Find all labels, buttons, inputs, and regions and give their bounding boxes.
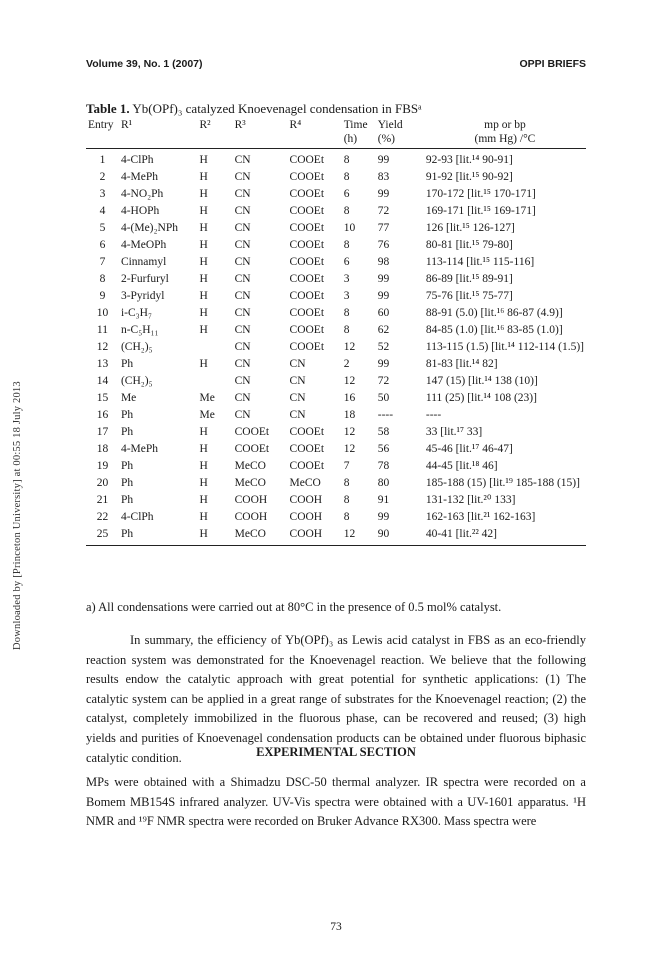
cell-r4: COOEt — [289, 171, 325, 183]
cell-entry: 20 — [96, 477, 109, 489]
cell-mp: 162-163 [lit.²¹ 162-163] — [425, 511, 536, 523]
header-blank — [198, 132, 233, 149]
table-row — [86, 169, 586, 186]
sidebar-download-note: Downloaded by [Princeton University] at 00:55 18 July 2013 — [12, 381, 23, 650]
cell-r4: COOEt — [289, 222, 325, 234]
cell-yield: 50 — [377, 392, 390, 404]
cell-r1: Ph — [120, 426, 134, 438]
cell-r1: 3-Pyridyl — [120, 290, 165, 302]
cell-r1: 4-NO₂Ph — [120, 188, 164, 200]
cell-yield: 72 — [377, 205, 390, 217]
header-mp-unit: (mm Hg) /°C — [424, 132, 586, 149]
cell-mp: 86-89 [lit.¹⁵ 89-91] — [425, 273, 513, 285]
cell-entry: 18 — [96, 443, 109, 455]
cell-r3: MeCO — [233, 526, 288, 546]
cell-r2: H — [199, 477, 208, 489]
cell-r2: Me — [199, 392, 215, 404]
experimental-paragraph: MPs were obtained with a Shimadzu DSC-50 thermal analyzer. IR spectra were recorded on a Bomem MB154S infrared analyzer. UV-Vis spectra were obtained with a UV-1601 apparatus. ¹H NMR and ¹⁹F NMR spectra were recorded on Bruker Advance RX300. Mass spectra were — [86, 775, 586, 829]
cell-r1: Ph — [120, 477, 134, 489]
cell-yield: 90 — [376, 526, 424, 546]
cell-r3: COOH — [234, 494, 268, 506]
cell-time: 8 — [343, 205, 350, 217]
cell-r3: CN — [234, 409, 251, 421]
cell-mp: 81-83 [lit.¹⁴ 82] — [425, 358, 498, 370]
table-row — [86, 339, 586, 356]
cell-r3: CN — [234, 239, 251, 251]
cell-r1: Ph — [120, 460, 134, 472]
table-row — [86, 288, 586, 305]
cell-r2 — [198, 373, 233, 390]
table-row — [86, 441, 586, 458]
cell-entry: 25 — [86, 526, 119, 546]
cell-r3: COOH — [234, 511, 268, 523]
table-caption-text: Yb(OPf)₃ catalyzed Knoevenagel condensation in FBSᵃ — [132, 101, 422, 116]
cell-mp: 111 (25) [lit.¹⁴ 108 (23)] — [425, 392, 537, 404]
table-row — [86, 237, 586, 254]
cell-mp: ---- — [425, 409, 442, 421]
cell-r3: COOEt — [234, 443, 270, 455]
cell-r3: CN — [234, 290, 251, 302]
cell-mp: 91-92 [lit.¹⁵ 90-92] — [425, 171, 513, 183]
cell-r2: H — [199, 256, 208, 268]
cell-r4: COOEt — [289, 307, 325, 319]
cell-r1: 4-ClPh — [120, 511, 154, 523]
cell-r4: CN — [289, 375, 306, 387]
cell-yield: 99 — [377, 290, 390, 302]
cell-mp: 113-115 (1.5) [lit.¹⁴ 112-114 (1.5)] — [425, 341, 584, 353]
cell-time: 18 — [343, 409, 356, 421]
table-row — [86, 271, 586, 288]
cell-time: 3 — [343, 290, 350, 302]
header-r3: R³ — [234, 119, 246, 131]
cell-mp: 80-81 [lit.¹⁵ 79-80] — [425, 239, 513, 251]
cell-mp: 44-45 [lit.¹⁸ 46] — [425, 460, 498, 472]
cell-mp: 88-91 (5.0) [lit.¹⁶ 86-87 (4.9)] — [425, 307, 563, 319]
cell-r4: COOEt — [289, 290, 325, 302]
table-row — [86, 356, 586, 373]
cell-r4: CN — [289, 358, 306, 370]
cell-r3: CN — [234, 324, 251, 336]
cell-r1: Ph — [119, 526, 198, 546]
cell-time: 8 — [343, 477, 350, 489]
cell-time: 16 — [343, 392, 356, 404]
cell-mp: 45-46 [lit.¹⁷ 46-47] — [425, 443, 513, 455]
cell-yield: 91 — [377, 494, 390, 506]
cell-r3: CN — [234, 375, 251, 387]
cell-r3: CN — [234, 307, 251, 319]
page-number: 73 — [330, 921, 342, 933]
cell-r3: CN — [234, 154, 251, 166]
cell-r4: COOEt — [289, 188, 325, 200]
table-footnote: a) All condensations were carried out at 80°C in the presence of 0.5 mol% catalyst. — [86, 600, 502, 614]
cell-time: 8 — [343, 324, 350, 336]
cell-r4: COOEt — [289, 273, 325, 285]
cell-r3: CN — [234, 341, 251, 353]
cell-time: 7 — [343, 460, 350, 472]
cell-r2: H — [199, 324, 208, 336]
cell-entry: 11 — [96, 324, 108, 336]
cell-entry: 10 — [96, 307, 109, 319]
running-header-left: Volume 39, No. 1 (2007) — [86, 58, 203, 70]
cell-entry: 2 — [99, 171, 106, 183]
table-caption-label: Table 1. — [86, 101, 130, 116]
cell-time: 3 — [343, 273, 350, 285]
cell-r2: H — [199, 358, 208, 370]
cell-r3: CN — [234, 358, 251, 370]
cell-mp: 126 [lit.¹⁵ 126-127] — [425, 222, 515, 234]
cell-entry: 19 — [96, 460, 109, 472]
cell-r1: Cinnamyl — [120, 256, 167, 268]
cell-mp: 33 [lit.¹⁷ 33] — [425, 426, 483, 438]
cell-r2: H — [199, 273, 208, 285]
cell-r2: H — [198, 526, 233, 546]
cell-r3: CN — [234, 392, 251, 404]
cell-time: 8 — [343, 239, 350, 251]
cell-entry: 15 — [96, 392, 109, 404]
cell-yield: 80 — [377, 477, 390, 489]
cell-entry: 8 — [99, 273, 106, 285]
cell-entry: 17 — [96, 426, 109, 438]
cell-time: 12 — [343, 375, 356, 387]
cell-r4: COOEt — [289, 443, 325, 455]
table-row — [86, 149, 586, 170]
header-r1: R¹ — [120, 119, 133, 131]
cell-yield: 99 — [377, 511, 390, 523]
table-row — [86, 390, 586, 407]
cell-r3: MeCO — [234, 460, 266, 472]
table-row — [86, 458, 586, 475]
cell-mp: 170-172 [lit.¹⁵ 170-171] — [425, 188, 536, 200]
cell-r2: H — [199, 171, 208, 183]
cell-entry: 5 — [99, 222, 106, 234]
cell-r2: H — [199, 426, 208, 438]
cell-mp: 84-85 (1.0) [lit.¹⁶ 83-85 (1.0)] — [425, 324, 563, 336]
cell-r2 — [198, 339, 233, 356]
cell-r1: 4-MePh — [120, 171, 158, 183]
cell-r2: Me — [199, 409, 215, 421]
cell-r4: CN — [289, 409, 306, 421]
cell-mp: 113-114 [lit.¹⁵ 115-116] — [425, 256, 535, 268]
cell-yield: 52 — [377, 341, 390, 353]
cell-r3: CN — [234, 273, 251, 285]
cell-r4: COOEt — [289, 341, 325, 353]
cell-r2: H — [199, 290, 208, 302]
cell-r3: CN — [234, 171, 251, 183]
cell-r1: (CH₂)₅ — [120, 375, 153, 387]
cell-r3: CN — [234, 188, 251, 200]
table-header-units-row — [86, 132, 586, 149]
cell-r4: COOH — [288, 526, 342, 546]
header-blank — [86, 132, 119, 149]
table-row — [86, 203, 586, 220]
cell-mp: 131-132 [lit.²⁰ 133] — [425, 494, 516, 506]
cell-r1: 4-ClPh — [120, 154, 154, 166]
table-row — [86, 424, 586, 441]
header-blank — [233, 132, 288, 149]
cell-r4: COOEt — [289, 239, 325, 251]
experimental-section-heading: EXPERIMENTAL SECTION — [256, 745, 416, 759]
header-mp: mp or bp — [484, 119, 526, 131]
table-row — [86, 186, 586, 203]
cell-mp: 147 (15) [lit.¹⁴ 138 (10)] — [425, 375, 538, 387]
cell-time: 12 — [343, 426, 356, 438]
cell-time: 6 — [343, 188, 350, 200]
header-time: Time — [343, 119, 368, 131]
cell-r2: H — [199, 443, 208, 455]
cell-yield: 72 — [377, 375, 390, 387]
header-yield: Yield — [377, 119, 403, 131]
cell-yield: 83 — [377, 171, 390, 183]
cell-yield: 99 — [377, 154, 390, 166]
cell-r4: COOEt — [289, 154, 325, 166]
cell-entry: 22 — [96, 511, 109, 523]
cell-yield: 58 — [377, 426, 390, 438]
cell-r1: Me — [120, 392, 137, 404]
cell-yield: 56 — [377, 443, 390, 455]
cell-r1: n-C₅H₁₁ — [120, 324, 159, 336]
results-table — [86, 118, 586, 546]
cell-r1: (CH₂)₅ — [120, 341, 153, 353]
cell-r1: Ph — [120, 358, 134, 370]
cell-entry: 13 — [96, 358, 109, 370]
header-yield-unit: (%) — [376, 132, 424, 149]
cell-r4: COOEt — [289, 460, 325, 472]
cell-time: 8 — [343, 154, 350, 166]
cell-r3: MeCO — [234, 477, 266, 489]
cell-r4: COOEt — [289, 426, 325, 438]
table-row — [86, 526, 586, 546]
cell-time: 6 — [343, 256, 350, 268]
cell-r3: CN — [234, 256, 251, 268]
cell-yield: 76 — [377, 239, 390, 251]
cell-r1: 4-MeOPh — [120, 239, 167, 251]
header-r4: R⁴ — [289, 119, 302, 131]
cell-r1: 4-(Me)₂NPh — [120, 222, 178, 234]
header-blank — [119, 132, 198, 149]
cell-r2: H — [199, 188, 208, 200]
table-row — [86, 322, 586, 339]
table-row — [86, 220, 586, 237]
cell-entry: 4 — [99, 205, 106, 217]
table-row — [86, 475, 586, 492]
header-r2: R² — [199, 119, 211, 131]
header-blank — [288, 132, 342, 149]
cell-yield: 99 — [377, 188, 390, 200]
cell-r2: H — [199, 511, 208, 523]
cell-yield: 77 — [377, 222, 390, 234]
cell-r2: H — [199, 494, 208, 506]
cell-time: 12 — [343, 341, 356, 353]
table-row — [86, 373, 586, 390]
cell-time: 12 — [342, 526, 376, 546]
table-row — [86, 492, 586, 509]
cell-r2: H — [199, 222, 208, 234]
header-time-unit: (h) — [342, 132, 376, 149]
cell-time: 8 — [343, 511, 350, 523]
cell-entry: 21 — [96, 494, 109, 506]
cell-yield: 78 — [377, 460, 390, 472]
cell-mp: 169-171 [lit.¹⁵ 169-171] — [425, 205, 536, 217]
cell-entry: 9 — [99, 290, 106, 302]
cell-r4: COOEt — [289, 205, 325, 217]
cell-entry: 3 — [99, 188, 106, 200]
cell-r4: COOEt — [289, 256, 325, 268]
cell-entry: 6 — [99, 239, 106, 251]
cell-yield: 99 — [377, 358, 390, 370]
table-row — [86, 305, 586, 322]
cell-yield: ---- — [377, 409, 394, 421]
cell-r4: MeCO — [289, 477, 321, 489]
table-row — [86, 407, 586, 424]
cell-yield: 60 — [377, 307, 390, 319]
summary-paragraph: In summary, the efficiency of Yb(OPf)₃ as Lewis acid catalyst in FBS as an eco-friendly reaction system was demonstrated for the Knoevenagel reaction. We believe that the following results endow the catalytic approach with great potential for synthetic applications: (1) The catalytic system can be applied in a great range of substrates for the Knoevenagel reaction; (2) the catalyst, completely immobilized in the fluorous phase, can be recovered and reused; (3) high yields and purities of Knoevenagel condensation products can be obtained under fluorous biphasic catalytic condition. — [86, 633, 586, 765]
cell-r3: CN — [234, 205, 251, 217]
cell-time: 8 — [343, 307, 350, 319]
cell-r3: CN — [234, 222, 251, 234]
cell-r2: H — [199, 307, 208, 319]
cell-r4: COOEt — [289, 324, 325, 336]
cell-r1: i-C₃H₇ — [120, 307, 152, 319]
cell-time: 8 — [343, 171, 350, 183]
cell-r1: Ph — [120, 409, 134, 421]
table-header-row — [86, 118, 586, 132]
header-entry: Entry — [88, 119, 114, 131]
cell-entry: 16 — [96, 409, 109, 421]
cell-r2: H — [199, 205, 208, 217]
cell-entry: 1 — [99, 154, 106, 166]
cell-r2: H — [199, 239, 208, 251]
cell-r1: 2-Furfuryl — [120, 273, 169, 285]
table-row — [86, 254, 586, 271]
cell-mp: 185-188 (15) [lit.¹⁹ 185-188 (15)] — [425, 477, 580, 489]
cell-r1: 4-HOPh — [120, 205, 160, 217]
cell-yield: 98 — [377, 256, 390, 268]
table-row — [86, 509, 586, 526]
cell-time: 8 — [343, 494, 350, 506]
cell-entry: 14 — [96, 375, 109, 387]
cell-time: 2 — [343, 358, 350, 370]
cell-r3: COOEt — [234, 426, 270, 438]
running-header-right: OPPI BRIEFS — [519, 58, 586, 70]
cell-r2: H — [199, 460, 208, 472]
cell-mp: 40-41 [lit.²² 42] — [424, 526, 586, 546]
cell-entry: 7 — [99, 256, 106, 268]
cell-entry: 12 — [96, 341, 109, 353]
cell-time: 10 — [343, 222, 356, 234]
cell-r4: CN — [289, 392, 306, 404]
cell-yield: 62 — [377, 324, 390, 336]
table-caption — [86, 101, 422, 117]
cell-time: 12 — [343, 443, 356, 455]
cell-r2: H — [199, 154, 208, 166]
table-body — [86, 149, 586, 546]
cell-r1: Ph — [120, 494, 134, 506]
cell-r1: 4-MePh — [120, 443, 158, 455]
cell-mp: 75-76 [lit.¹⁵ 75-77] — [425, 290, 513, 302]
cell-mp: 92-93 [lit.¹⁴ 90-91] — [425, 154, 513, 166]
cell-r4: COOH — [289, 494, 323, 506]
cell-yield: 99 — [377, 273, 390, 285]
cell-r4: COOH — [289, 511, 323, 523]
